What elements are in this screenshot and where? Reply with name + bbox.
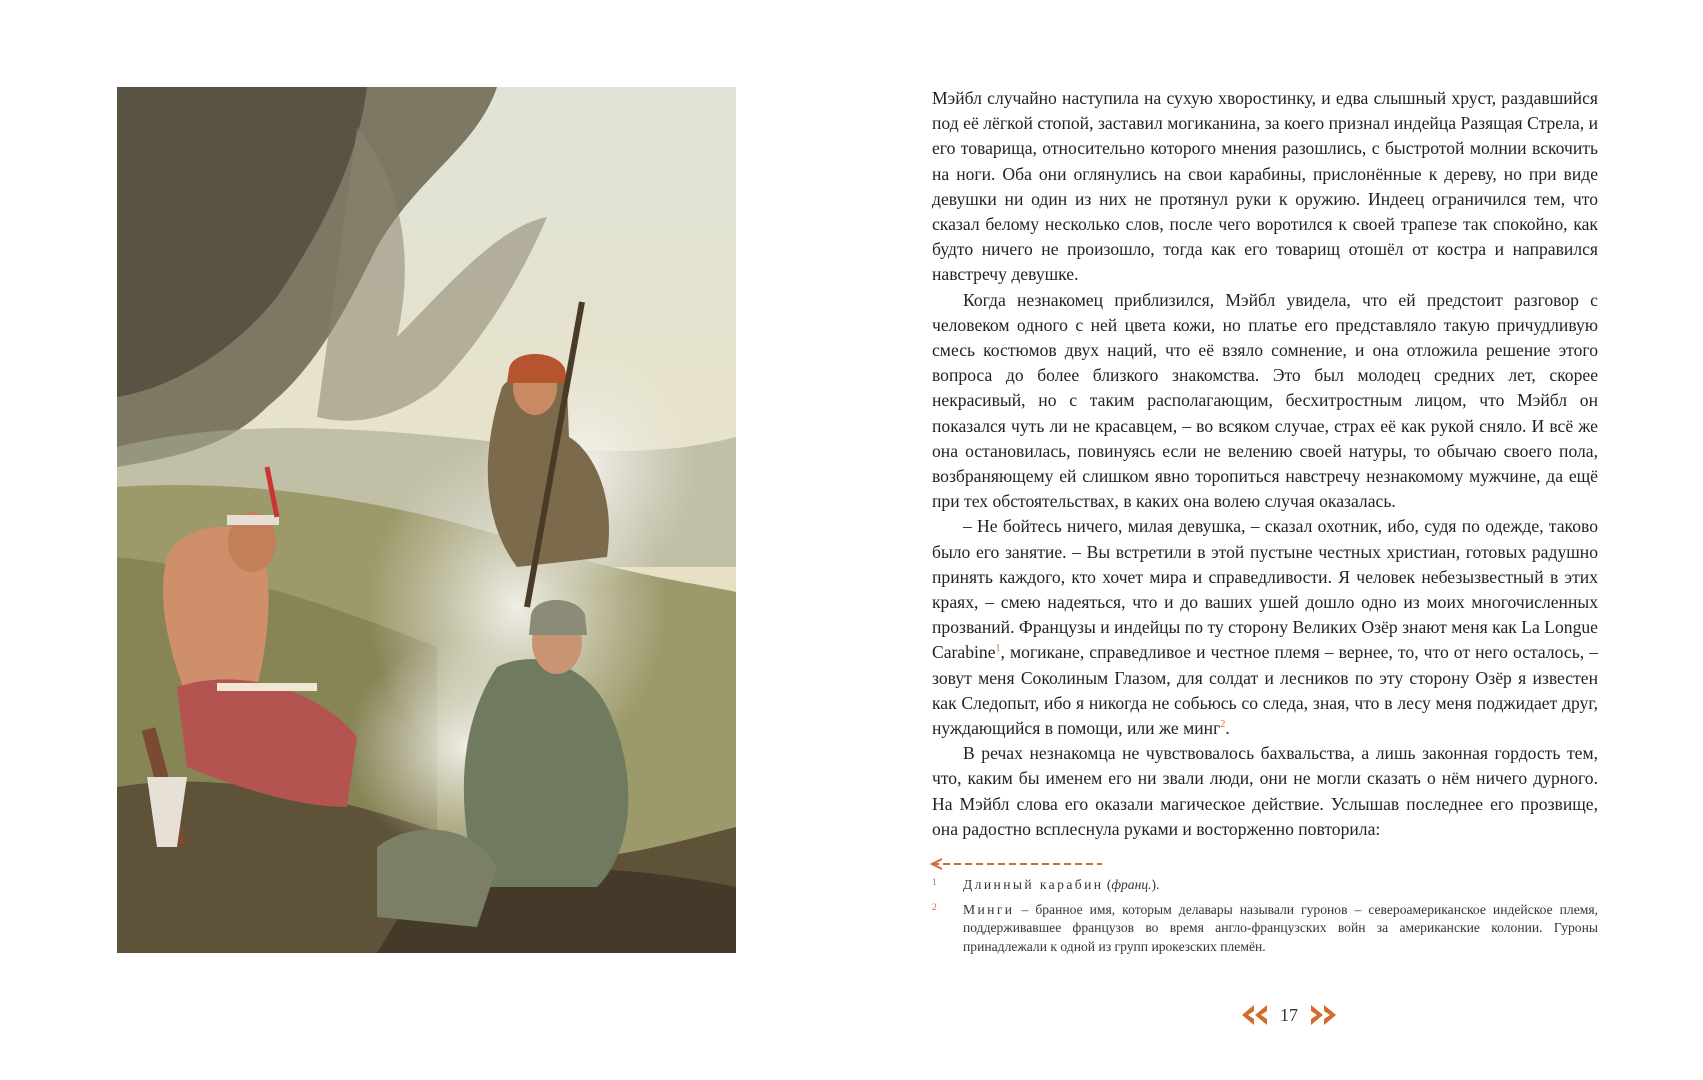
main-text (932, 86, 1598, 842)
paragraph-1: Мэйбл случайно наступила на сухую хворостинку, и едва слышный хруст, раздавшийся под её лёгкой стопой, заставил могиканина, за коего признал индейца Разящая Стрела, и его товарища, относительно которого мнения разошлись, с быстротой молнии вскочить на ноги. Оба они оглянулись на свои карабины, прислонённые к дереву, но при виде девушки ни один из них не протянул руки к оружию. Индеец ограничился тем, что сказал белому несколько слов, после чего воротился к своей трапезе так спокойно, как будто ничего не произошло, тогда как его товарищ отошёл от костра и направился навстречу девушке. (932, 88, 1598, 285)
footnote-text: – бранное имя, которым делавары называли гуронов – североамериканское индейское племя, поддерживавшее французов во время англо-французских войн за американские колонии. Гуроны принадлежали к одной из групп ирокезских племён. (963, 901, 1598, 954)
double-chevron-right-icon[interactable] (1310, 1004, 1338, 1026)
footnote-number: 1 (932, 878, 937, 888)
footnote-ref-1[interactable]: 1 (995, 643, 1001, 655)
footnote-ref-2[interactable]: 2 (1220, 719, 1226, 731)
footnote-divider-arrow-icon (930, 857, 1102, 871)
footnote-note: франц. (1111, 877, 1152, 892)
paragraph-3-part-a: – Не бойтесь ничего, милая девушка, – сказал охотник, ибо, судя по одежде, таково было его занятие. – Вы встретили в этой пустыне честных христиан, готовых радушно принять каждого, кто хочет мира и справедливости. Я человек небезызвестный в этих краях, – смею надеяться, что и до ваших ушей дошло одно из моих многочисленных прозваний. Французы и индейцы по ту сторону Великих Озёр знают меня как La Longue Carabine (932, 516, 1598, 663)
footnote-term: Длинный карабин (963, 877, 1104, 892)
watercolor-scene (117, 87, 736, 953)
paragraph-3-part-c: . (1225, 718, 1230, 739)
footnote-2 (930, 901, 1598, 957)
footnote-paren-open: ( (1103, 877, 1112, 892)
paragraph-4: В речах незнакомца не чувствовалось бахвальства, а лишь законная гордость тем, что, каким бы именем его ни звали люди, они не могли сказать о нём ничего дурного. На Мэйбл слова его оказали магическое действие. Услышав последнее его прозвище, она радостно всплеснула руками и восторженно повторила: (932, 743, 1598, 839)
paragraph-2: Когда незнакомец приблизился, Мэйбл увидела, что ей предстоит разговор с человеком одного с ней цвета кожи, но платье его представляло такую причудливую смесь костюмов двух наций, что её взяло сомнение, и она отложила решение этого вопроса до более близкого знакомства. Это был молодец средних лет, скорее некрасивый, но с таким располагающим, бесхитростным лицом, что Мэйбл он показался чуть ли не красавцем, – во всяком случае, страх её как рукой сняло. И всё же она остановилась, повинуясь если не велению своей натуры, то обычаю своего пола, возбраняющему ей слишком явно торопиться навстречу незнакомому мужчине, да ещё при тех обстоятельствах, в каких она волею случая оказалась. (932, 289, 1598, 512)
paragraph-3-part-b: , могикане, справедливое и честное племя – вернее, то, что от него осталось, – зовут меня Соколиным Глазом, для солдат и лесников по эту сторону Озёр я известен как Следопыт, ибо я никогда не собьюсь со следа, зная, что в лесу меня поджидает друг, нуждающийся в помощи, или же минг (932, 642, 1598, 739)
footnote-paren-close: ). (1151, 877, 1160, 892)
book-illustration (117, 87, 736, 953)
footnote-number: 2 (932, 902, 937, 913)
footnote-term: Минги (963, 901, 1015, 917)
page-navigation (1214, 998, 1364, 1032)
footnotes (930, 876, 1598, 962)
paragraph-3 (932, 514, 1598, 741)
page-number: 17 (1280, 1004, 1298, 1025)
footnote-1 (930, 876, 1598, 895)
double-chevron-left-icon[interactable] (1240, 1004, 1268, 1026)
